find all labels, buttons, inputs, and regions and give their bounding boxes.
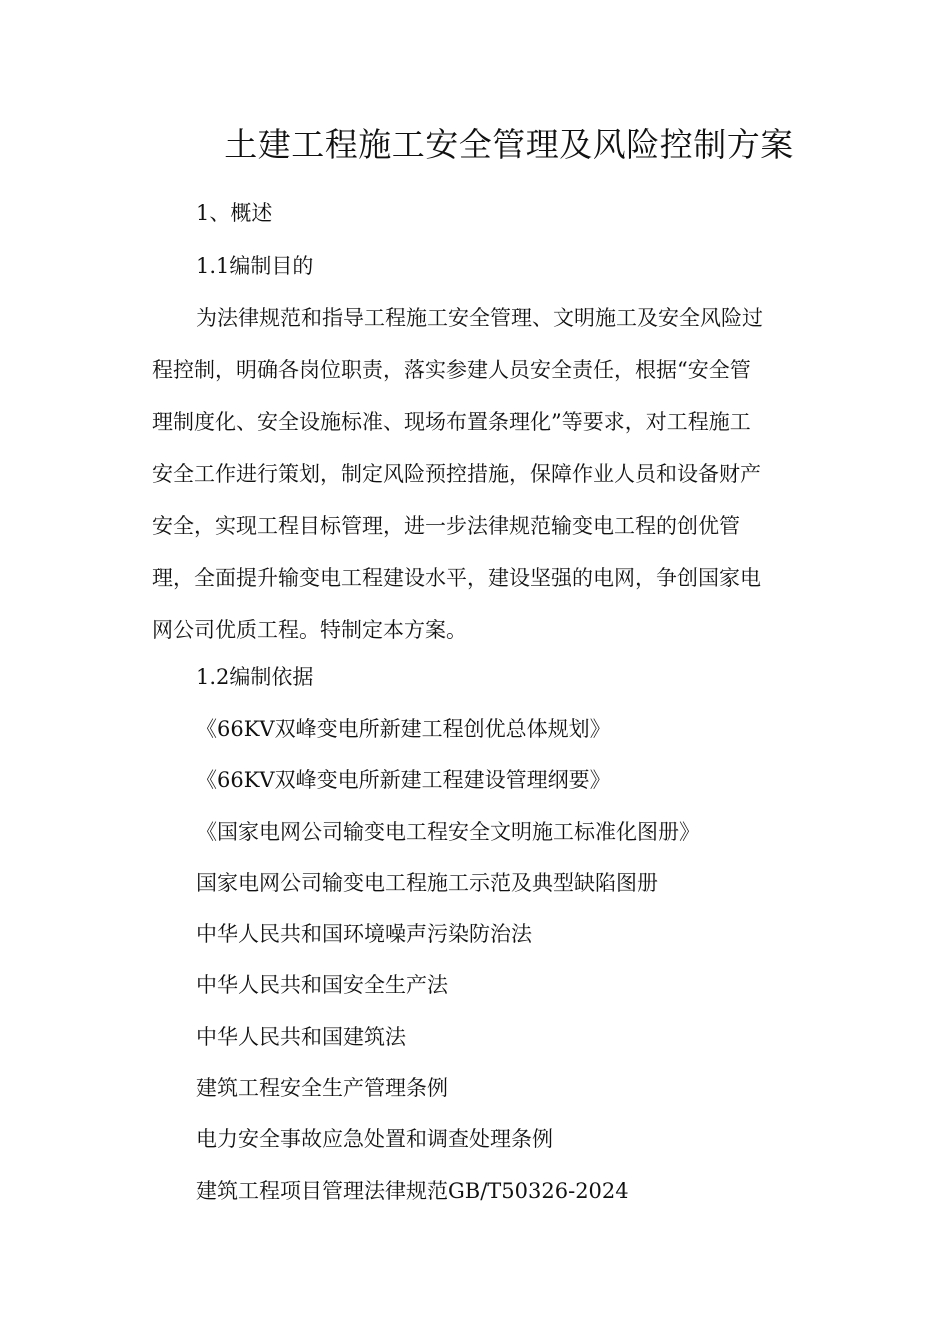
- paragraph-line: 安全，实现工程目标管理，进一步法律规范输变电工程的创优管: [152, 514, 740, 538]
- reference-item: 《66KV双峰变电所新建工程建设管理纲要》: [196, 768, 611, 792]
- reference-item: 中华人民共和国安全生产法: [196, 973, 448, 997]
- section-heading-basis: 1.2编制依据: [196, 665, 314, 689]
- paragraph-line: 网公司优质工程。特制定本方案。: [152, 618, 467, 642]
- reference-item: 国家电网公司输变电工程施工示范及典型缺陷图册: [196, 871, 658, 895]
- paragraph-line: 理，全面提升输变电工程建设水平，建设坚强的电网，争创国家电: [152, 566, 761, 590]
- paragraph-line: 程控制，明确各岗位职责，落实参建人员安全责任，根据“安全管: [152, 358, 751, 382]
- reference-item: 建筑工程项目管理法律规范GB/T50326-2024: [196, 1179, 629, 1203]
- paragraph-line: 安全工作进行策划，制定风险预控措施，保障作业人员和设备财产: [152, 462, 761, 486]
- reference-item: 《66KV双峰变电所新建工程创优总体规划》: [196, 717, 611, 741]
- reference-item: 电力安全事故应急处置和调查处理条例: [196, 1127, 553, 1151]
- section-heading-purpose: 1.1编制目的: [196, 254, 314, 278]
- reference-item: 建筑工程安全生产管理条例: [196, 1076, 448, 1100]
- paragraph-line: 理制度化、安全设施标准、现场布置条理化”等要求，对工程施工: [152, 410, 751, 434]
- document-title: 土建工程施工安全管理及风险控制方案: [224, 125, 794, 164]
- reference-item: 中华人民共和国环境噪声污染防治法: [196, 922, 532, 946]
- purpose-paragraph: [152, 300, 804, 664]
- reference-item: 中华人民共和国建筑法: [196, 1025, 406, 1049]
- paragraph-line: 为法律规范和指导工程施工安全管理、文明施工及安全风险过: [196, 306, 763, 330]
- section-heading-overview: 1、概述: [196, 201, 273, 225]
- reference-item: 《国家电网公司输变电工程安全文明施工标准化图册》: [196, 820, 700, 844]
